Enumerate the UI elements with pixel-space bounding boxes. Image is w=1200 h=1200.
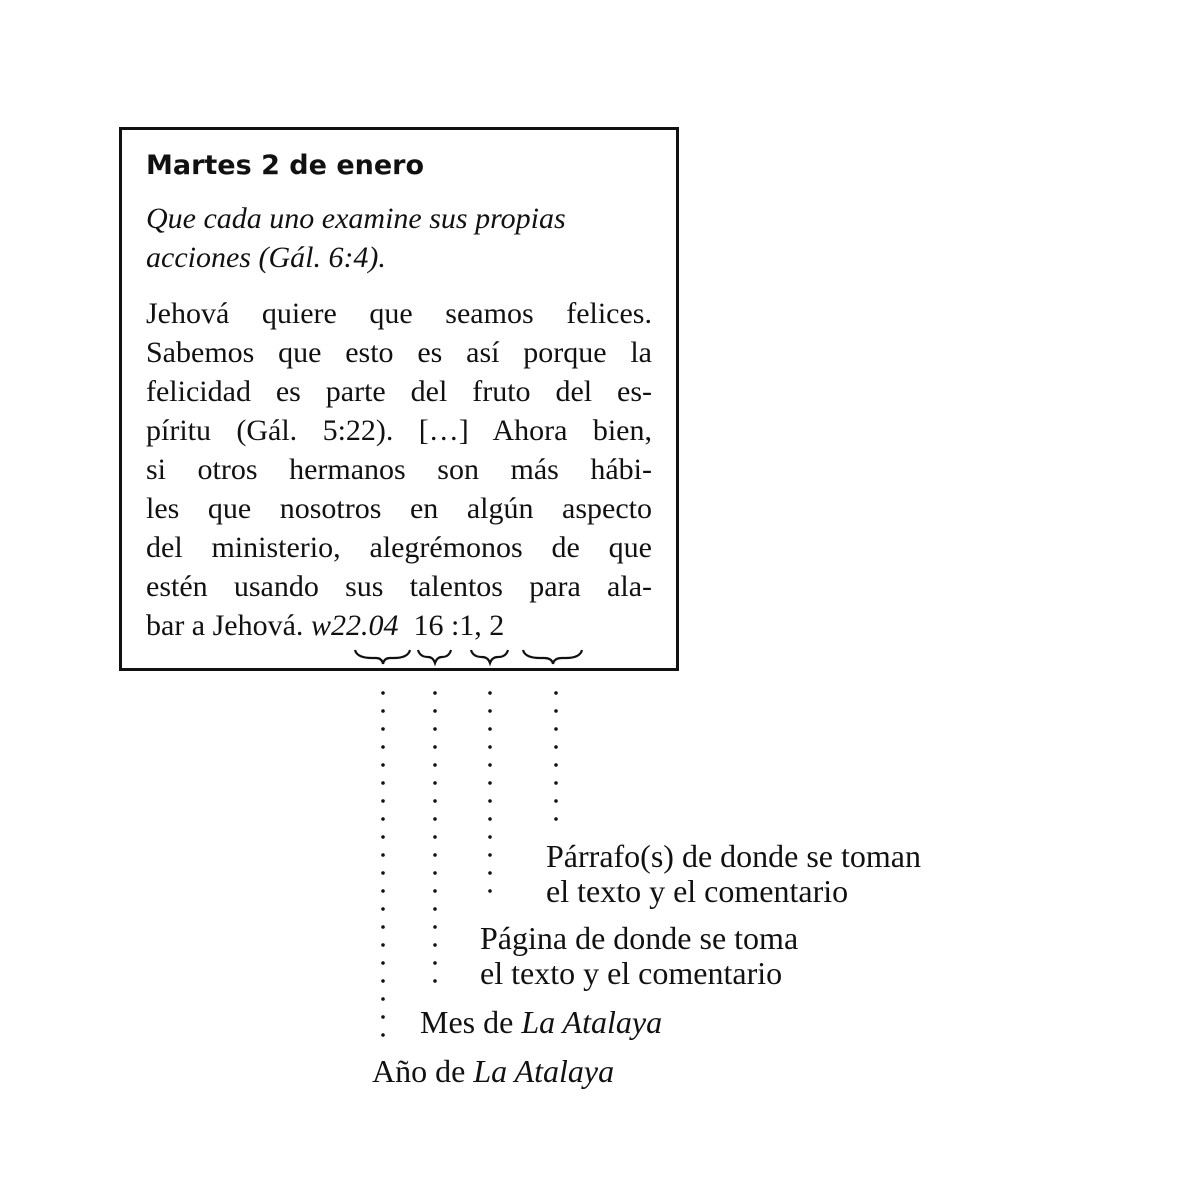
- brace-month: [418, 650, 451, 663]
- dotted-leader-month: [432, 684, 438, 990]
- reference-year: w22: [310, 609, 361, 642]
- label-page-line1: Página de donde se toma: [480, 920, 799, 956]
- label-month-prefix: Mes de: [420, 1004, 522, 1040]
- body-line: estén usando sus talentos para ala-: [146, 570, 652, 603]
- scripture-line: acciones (Gál. 6:4).: [146, 241, 386, 274]
- label-month-publication: La Atalaya: [521, 1004, 663, 1040]
- body-line: felicidad es parte del fruto del es-: [146, 375, 652, 408]
- reference-page: 16: [413, 609, 444, 642]
- brace-page: [471, 650, 508, 663]
- brace-paragraphs: [523, 650, 582, 664]
- label-month: [420, 1004, 662, 1041]
- date-heading: Martes 2 de enero: [146, 150, 425, 181]
- body-line: si otros hermanos son más hábi-: [146, 453, 652, 486]
- body-line: les que nosotros en algún aspecto: [146, 492, 652, 525]
- dotted-leader-paragraphs: [553, 684, 559, 834]
- brace-year: [355, 650, 410, 664]
- scripture-line: Que cada uno examine sus propias: [146, 202, 566, 235]
- body-line: Sabemos que esto es así porque la: [146, 336, 652, 369]
- label-year-prefix: Año de: [372, 1053, 474, 1089]
- braces: [0, 645, 700, 675]
- body-line: Jehová quiere que seamos felices.: [146, 297, 652, 330]
- label-paragraphs-line2: el texto y el comentario: [546, 873, 849, 909]
- reference-line: [146, 609, 504, 643]
- label-year-publication: La Atalaya: [473, 1053, 615, 1089]
- dotted-leader-page: [487, 684, 493, 904]
- dotted-leader-year: [380, 684, 386, 1044]
- body-line: píritu (Gál. 5:22). […] Ahora bien,: [146, 414, 652, 447]
- reference-separator: :: [450, 609, 460, 642]
- reference-paragraphs: 1, 2: [459, 609, 505, 642]
- body-line: del ministerio, alegrémonos de que: [146, 531, 652, 564]
- body-line-end: bar a Jehová.: [146, 609, 304, 642]
- reference-month: .04: [360, 609, 399, 642]
- label-page-line2: el texto y el comentario: [480, 955, 783, 991]
- label-paragraphs-line1: Párrafo(s) de donde se toman: [546, 838, 921, 874]
- label-year: [372, 1053, 614, 1090]
